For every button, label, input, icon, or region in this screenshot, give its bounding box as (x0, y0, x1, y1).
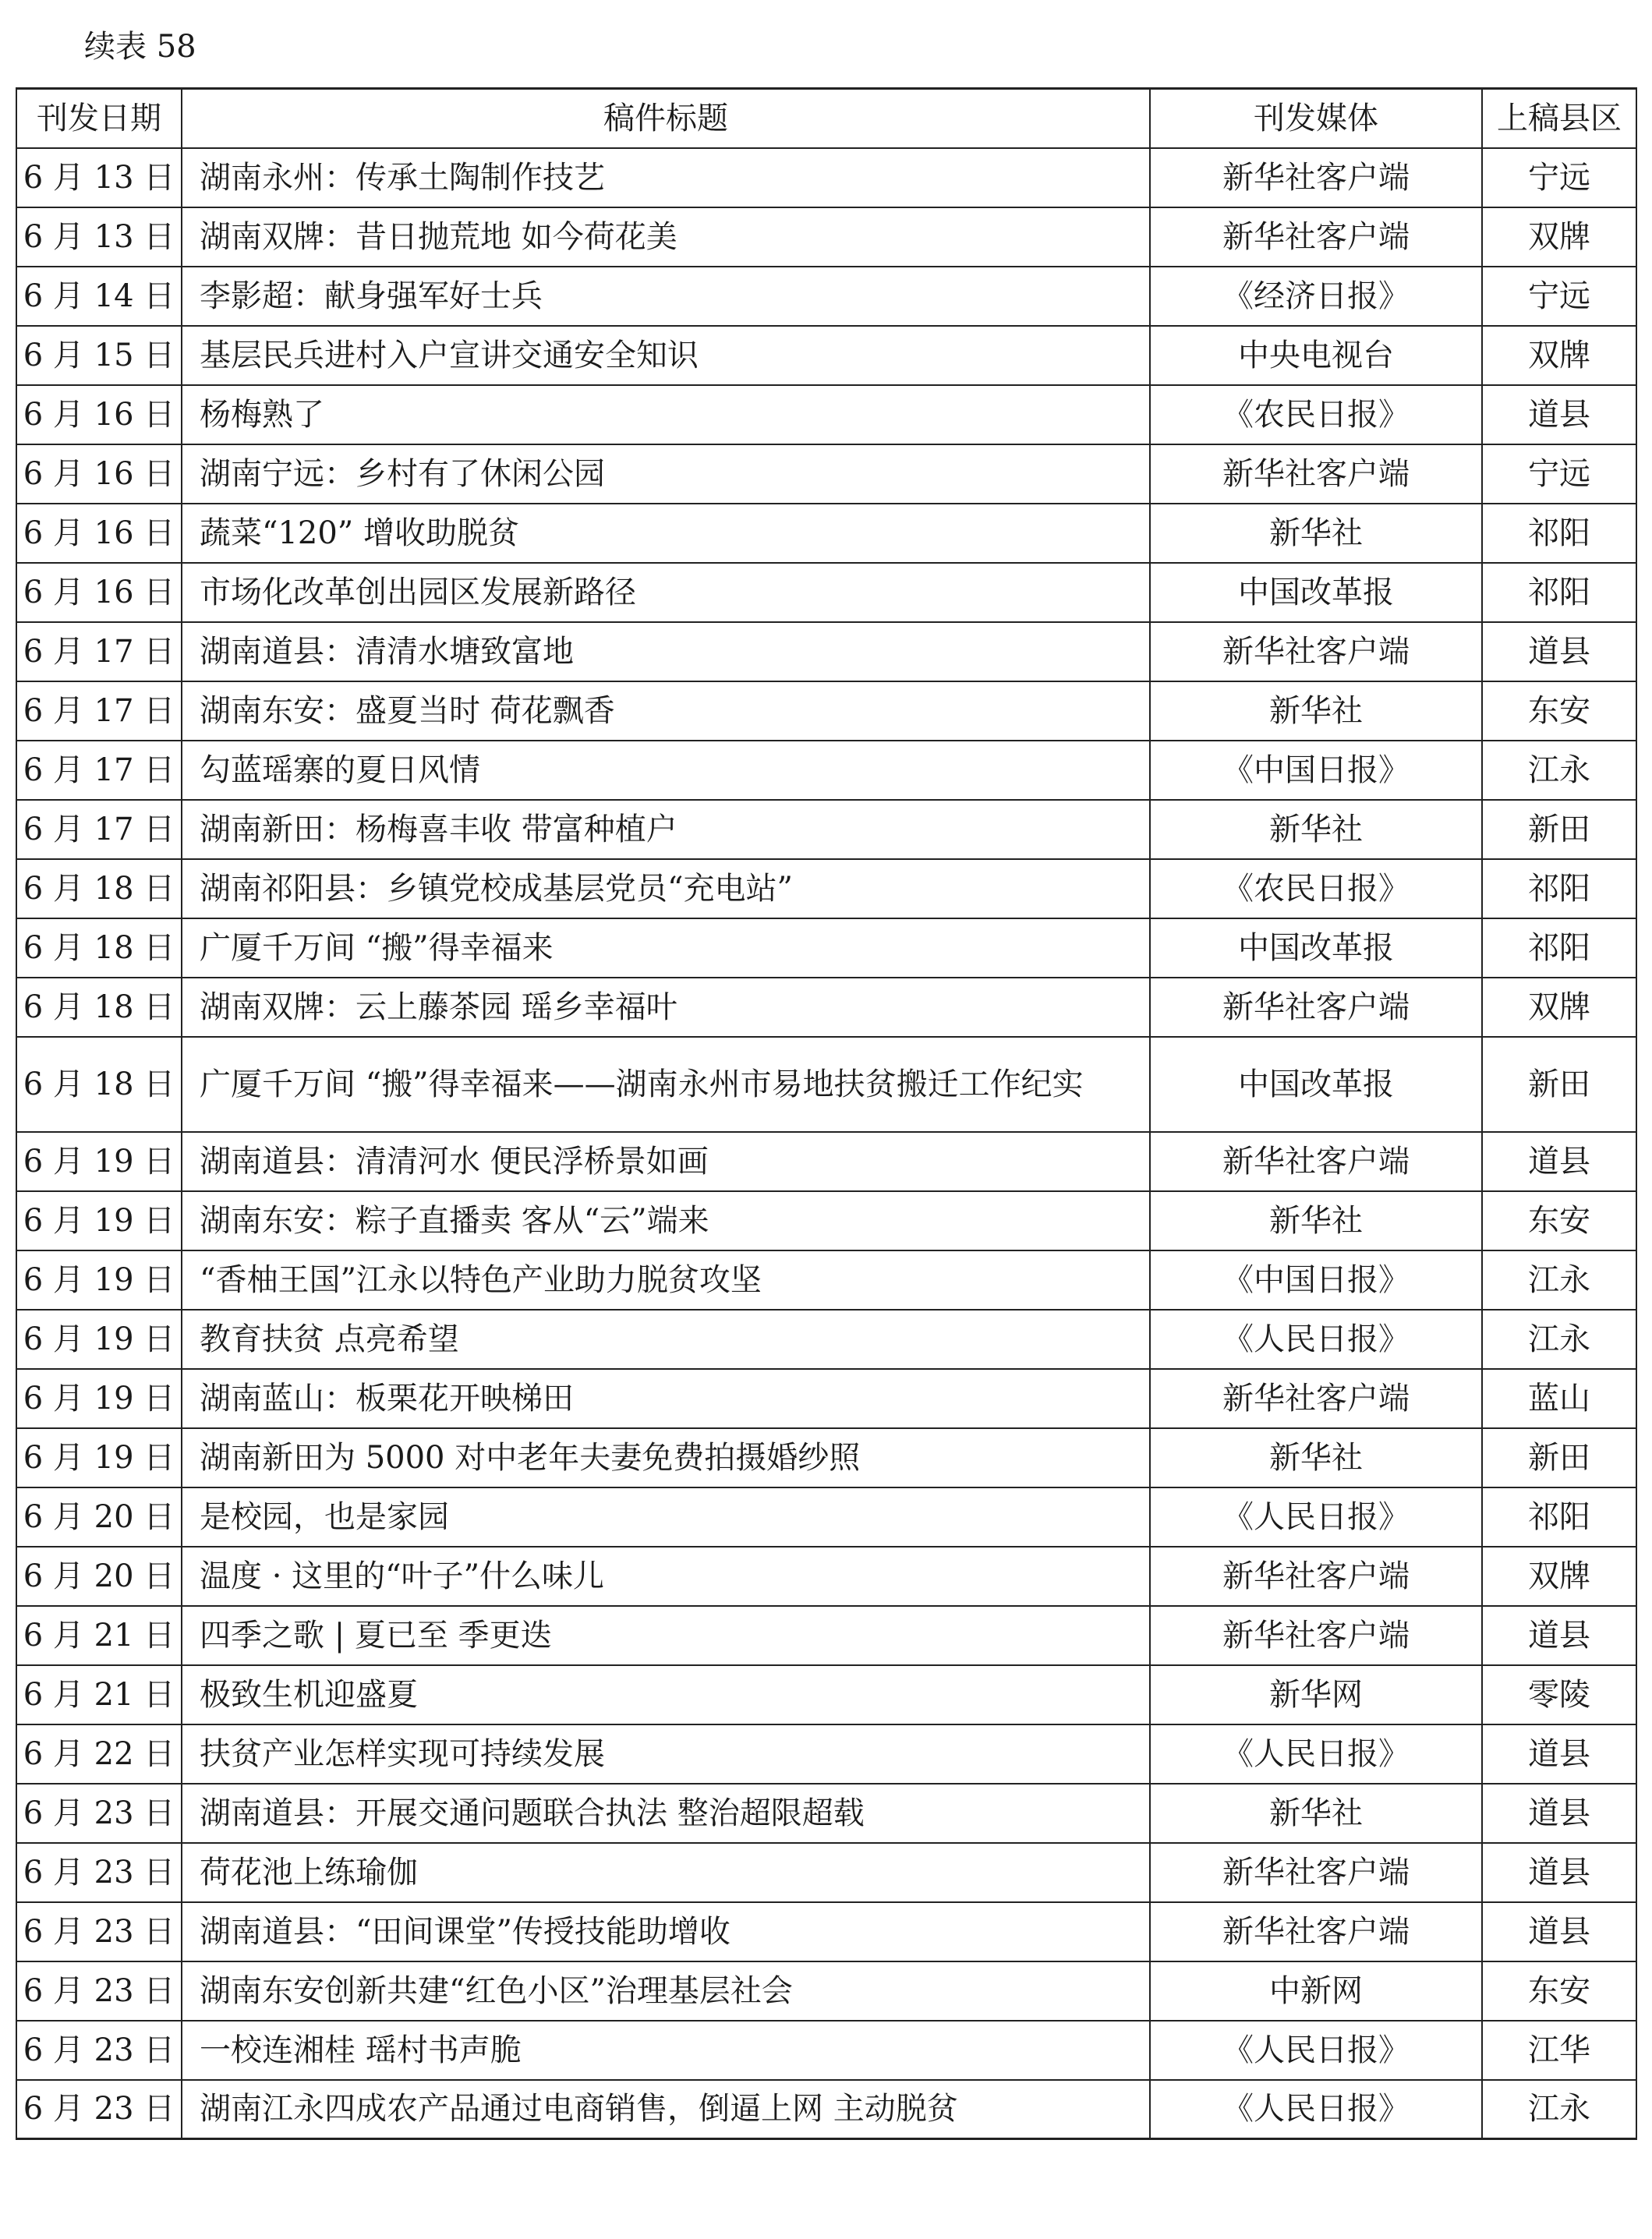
date-cell: 6 月 21 日 (16, 1606, 182, 1665)
table-row (16, 267, 1636, 326)
table-row (16, 504, 1636, 563)
media-cell: 新华网 (1150, 1665, 1482, 1724)
county-cell: 江永 (1482, 2080, 1636, 2139)
county-cell: 祁阳 (1482, 504, 1636, 563)
media-cell: 新华社客户端 (1150, 1547, 1482, 1606)
table-row (16, 681, 1636, 741)
table-row (16, 563, 1636, 622)
media-cell: 《农民日报》 (1150, 385, 1482, 444)
title-cell: 扶贫产业怎样实现可持续发展 (182, 1724, 1150, 1784)
date-cell: 6 月 19 日 (16, 1250, 182, 1310)
media-cell: 新华社客户端 (1150, 1606, 1482, 1665)
table-row (16, 1784, 1636, 1843)
table-row (16, 978, 1636, 1037)
media-cell: 新华社 (1150, 1428, 1482, 1487)
county-cell: 东安 (1482, 681, 1636, 741)
media-cell: 中新网 (1150, 1961, 1482, 2021)
media-cell: 新华社客户端 (1150, 978, 1482, 1037)
title-cell: 湖南双牌：云上藤茶园 瑶乡幸福叶 (182, 978, 1150, 1037)
table-row (16, 1310, 1636, 1369)
date-cell: 6 月 22 日 (16, 1724, 182, 1784)
title-cell: 湖南宁远：乡村有了休闲公园 (182, 444, 1150, 504)
title-cell: 勾蓝瑶寨的夏日风情 (182, 741, 1150, 800)
county-cell: 宁远 (1482, 444, 1636, 504)
table-row (16, 1547, 1636, 1606)
title-cell: 广厦千万间 “搬”得幸福来 (182, 918, 1150, 978)
table-row (16, 1961, 1636, 2021)
media-cell: 《人民日报》 (1150, 1487, 1482, 1547)
table-row (16, 1191, 1636, 1250)
media-cell: 中国改革报 (1150, 918, 1482, 978)
table-row (16, 1487, 1636, 1547)
title-cell: 湖南新田为 5000 对中老年夫妻免费拍摄婚纱照 (182, 1428, 1150, 1487)
county-cell: 道县 (1482, 1784, 1636, 1843)
release-table (16, 87, 1637, 2140)
header-media: 刊发媒体 (1150, 89, 1482, 148)
date-cell: 6 月 13 日 (16, 148, 182, 207)
date-cell: 6 月 20 日 (16, 1547, 182, 1606)
county-cell: 双牌 (1482, 207, 1636, 267)
date-cell: 6 月 21 日 (16, 1665, 182, 1724)
title-cell: 湖南道县：清清河水 便民浮桥景如画 (182, 1132, 1150, 1191)
table-row (16, 444, 1636, 504)
table-row (16, 148, 1636, 207)
date-cell: 6 月 17 日 (16, 681, 182, 741)
media-cell: 《中国日报》 (1150, 1250, 1482, 1310)
media-cell: 新华社客户端 (1150, 207, 1482, 267)
media-cell: 新华社 (1150, 800, 1482, 859)
county-cell: 祁阳 (1482, 1487, 1636, 1547)
date-cell: 6 月 16 日 (16, 563, 182, 622)
county-cell: 新田 (1482, 1037, 1636, 1132)
media-cell: 《农民日报》 (1150, 859, 1482, 918)
table-row (16, 2080, 1636, 2139)
header-date: 刊发日期 (16, 89, 182, 148)
county-cell: 零陵 (1482, 1665, 1636, 1724)
date-cell: 6 月 18 日 (16, 918, 182, 978)
table-row (16, 918, 1636, 978)
title-cell: 杨梅熟了 (182, 385, 1150, 444)
table-row (16, 1369, 1636, 1428)
date-cell: 6 月 15 日 (16, 326, 182, 385)
county-cell: 道县 (1482, 1606, 1636, 1665)
title-cell: 湖南江永四成农产品通过电商销售，倒逼上网 主动脱贫 (182, 2080, 1150, 2139)
table-row (16, 385, 1636, 444)
media-cell: 新华社客户端 (1150, 1369, 1482, 1428)
title-cell: 荷花池上练瑜伽 (182, 1843, 1150, 1902)
table-row (16, 2021, 1636, 2080)
county-cell: 新田 (1482, 800, 1636, 859)
title-cell: 广厦千万间 “搬”得幸福来——湖南永州市易地扶贫搬迁工作纪实 (182, 1037, 1150, 1132)
date-cell: 6 月 23 日 (16, 2080, 182, 2139)
title-cell: 湖南东安创新共建“红色小区”治理基层社会 (182, 1961, 1150, 2021)
media-cell: 新华社 (1150, 504, 1482, 563)
title-cell: 湖南永州：传承土陶制作技艺 (182, 148, 1150, 207)
media-cell: 《经济日报》 (1150, 267, 1482, 326)
county-cell: 祁阳 (1482, 918, 1636, 978)
table-row (16, 1902, 1636, 1961)
county-cell: 江永 (1482, 1310, 1636, 1369)
date-cell: 6 月 19 日 (16, 1428, 182, 1487)
date-cell: 6 月 19 日 (16, 1369, 182, 1428)
title-cell: 湖南东安：盛夏当时 荷花飘香 (182, 681, 1150, 741)
table-header-row (16, 89, 1636, 148)
county-cell: 东安 (1482, 1191, 1636, 1250)
title-cell: 湖南祁阳县：乡镇党校成基层党员“充电站” (182, 859, 1150, 918)
county-cell: 道县 (1482, 385, 1636, 444)
date-cell: 6 月 18 日 (16, 859, 182, 918)
county-cell: 江永 (1482, 741, 1636, 800)
county-cell: 江华 (1482, 2021, 1636, 2080)
title-cell: 湖南蓝山：板栗花开映梯田 (182, 1369, 1150, 1428)
county-cell: 祁阳 (1482, 859, 1636, 918)
county-cell: 道县 (1482, 622, 1636, 681)
media-cell: 新华社客户端 (1150, 1132, 1482, 1191)
title-cell: 湖南东安：粽子直播卖 客从“云”端来 (182, 1191, 1150, 1250)
date-cell: 6 月 16 日 (16, 504, 182, 563)
header-title: 稿件标题 (182, 89, 1150, 148)
table-row (16, 800, 1636, 859)
date-cell: 6 月 19 日 (16, 1132, 182, 1191)
date-cell: 6 月 13 日 (16, 207, 182, 267)
date-cell: 6 月 23 日 (16, 1843, 182, 1902)
title-cell: 一校连湘桂 瑶村书声脆 (182, 2021, 1150, 2080)
title-cell: 教育扶贫 点亮希望 (182, 1310, 1150, 1369)
county-cell: 宁远 (1482, 148, 1636, 207)
date-cell: 6 月 18 日 (16, 1037, 182, 1132)
table-row (16, 622, 1636, 681)
title-cell: 湖南道县：开展交通问题联合执法 整治超限超载 (182, 1784, 1150, 1843)
media-cell: 中国改革报 (1150, 563, 1482, 622)
table-row (16, 1724, 1636, 1784)
table-row (16, 1665, 1636, 1724)
county-cell: 道县 (1482, 1902, 1636, 1961)
date-cell: 6 月 17 日 (16, 741, 182, 800)
date-cell: 6 月 16 日 (16, 444, 182, 504)
title-cell: 极致生机迎盛夏 (182, 1665, 1150, 1724)
media-cell: 新华社客户端 (1150, 148, 1482, 207)
media-cell: 新华社 (1150, 1784, 1482, 1843)
table-row (16, 1132, 1636, 1191)
media-cell: 《人民日报》 (1150, 2021, 1482, 2080)
title-cell: 李影超：献身强军好士兵 (182, 267, 1150, 326)
title-cell: 温度 · 这里的“叶子”什么味儿 (182, 1547, 1150, 1606)
media-cell: 《人民日报》 (1150, 2080, 1482, 2139)
date-cell: 6 月 17 日 (16, 622, 182, 681)
title-cell: 四季之歌 | 夏已至 季更迭 (182, 1606, 1150, 1665)
title-cell: 基层民兵进村入户宣讲交通安全知识 (182, 326, 1150, 385)
county-cell: 道县 (1482, 1724, 1636, 1784)
media-cell: 《人民日报》 (1150, 1724, 1482, 1784)
date-cell: 6 月 14 日 (16, 267, 182, 326)
county-cell: 双牌 (1482, 326, 1636, 385)
title-cell: “香柚王国”江永以特色产业助力脱贫攻坚 (182, 1250, 1150, 1310)
table-row (16, 1037, 1636, 1132)
title-cell: 湖南双牌：昔日抛荒地 如今荷花美 (182, 207, 1150, 267)
media-cell: 《人民日报》 (1150, 1310, 1482, 1369)
media-cell: 新华社 (1150, 1191, 1482, 1250)
media-cell: 新华社 (1150, 681, 1482, 741)
table-row (16, 741, 1636, 800)
title-cell: 蔬菜“120” 增收助脱贫 (182, 504, 1150, 563)
media-cell: 中央电视台 (1150, 326, 1482, 385)
media-cell: 新华社客户端 (1150, 1902, 1482, 1961)
media-cell: 新华社客户端 (1150, 1843, 1482, 1902)
table-row (16, 859, 1636, 918)
header-county: 上稿县区 (1482, 89, 1636, 148)
date-cell: 6 月 23 日 (16, 1784, 182, 1843)
date-cell: 6 月 19 日 (16, 1191, 182, 1250)
title-cell: 湖南新田：杨梅喜丰收 带富种植户 (182, 800, 1150, 859)
date-cell: 6 月 23 日 (16, 1902, 182, 1961)
table-row (16, 1843, 1636, 1902)
date-cell: 6 月 16 日 (16, 385, 182, 444)
title-cell: 市场化改革创出园区发展新路径 (182, 563, 1150, 622)
table-row (16, 326, 1636, 385)
county-cell: 道县 (1482, 1843, 1636, 1902)
date-cell: 6 月 18 日 (16, 978, 182, 1037)
county-cell: 道县 (1482, 1132, 1636, 1191)
county-cell: 双牌 (1482, 1547, 1636, 1606)
county-cell: 宁远 (1482, 267, 1636, 326)
date-cell: 6 月 23 日 (16, 2021, 182, 2080)
media-cell: 《中国日报》 (1150, 741, 1482, 800)
table-row (16, 207, 1636, 267)
title-cell: 湖南道县：“田间课堂”传授技能助增收 (182, 1902, 1150, 1961)
table-row (16, 1428, 1636, 1487)
table-row (16, 1250, 1636, 1310)
date-cell: 6 月 19 日 (16, 1310, 182, 1369)
county-cell: 双牌 (1482, 978, 1636, 1037)
county-cell: 祁阳 (1482, 563, 1636, 622)
media-cell: 新华社客户端 (1150, 622, 1482, 681)
title-cell: 是校园，也是家园 (182, 1487, 1150, 1547)
table-caption: 续表 58 (84, 29, 196, 65)
date-cell: 6 月 20 日 (16, 1487, 182, 1547)
county-cell: 蓝山 (1482, 1369, 1636, 1428)
county-cell: 东安 (1482, 1961, 1636, 2021)
county-cell: 江永 (1482, 1250, 1636, 1310)
date-cell: 6 月 17 日 (16, 800, 182, 859)
media-cell: 中国改革报 (1150, 1037, 1482, 1132)
title-cell: 湖南道县：清清水塘致富地 (182, 622, 1150, 681)
media-cell: 新华社客户端 (1150, 444, 1482, 504)
county-cell: 新田 (1482, 1428, 1636, 1487)
table-row (16, 1606, 1636, 1665)
date-cell: 6 月 23 日 (16, 1961, 182, 2021)
